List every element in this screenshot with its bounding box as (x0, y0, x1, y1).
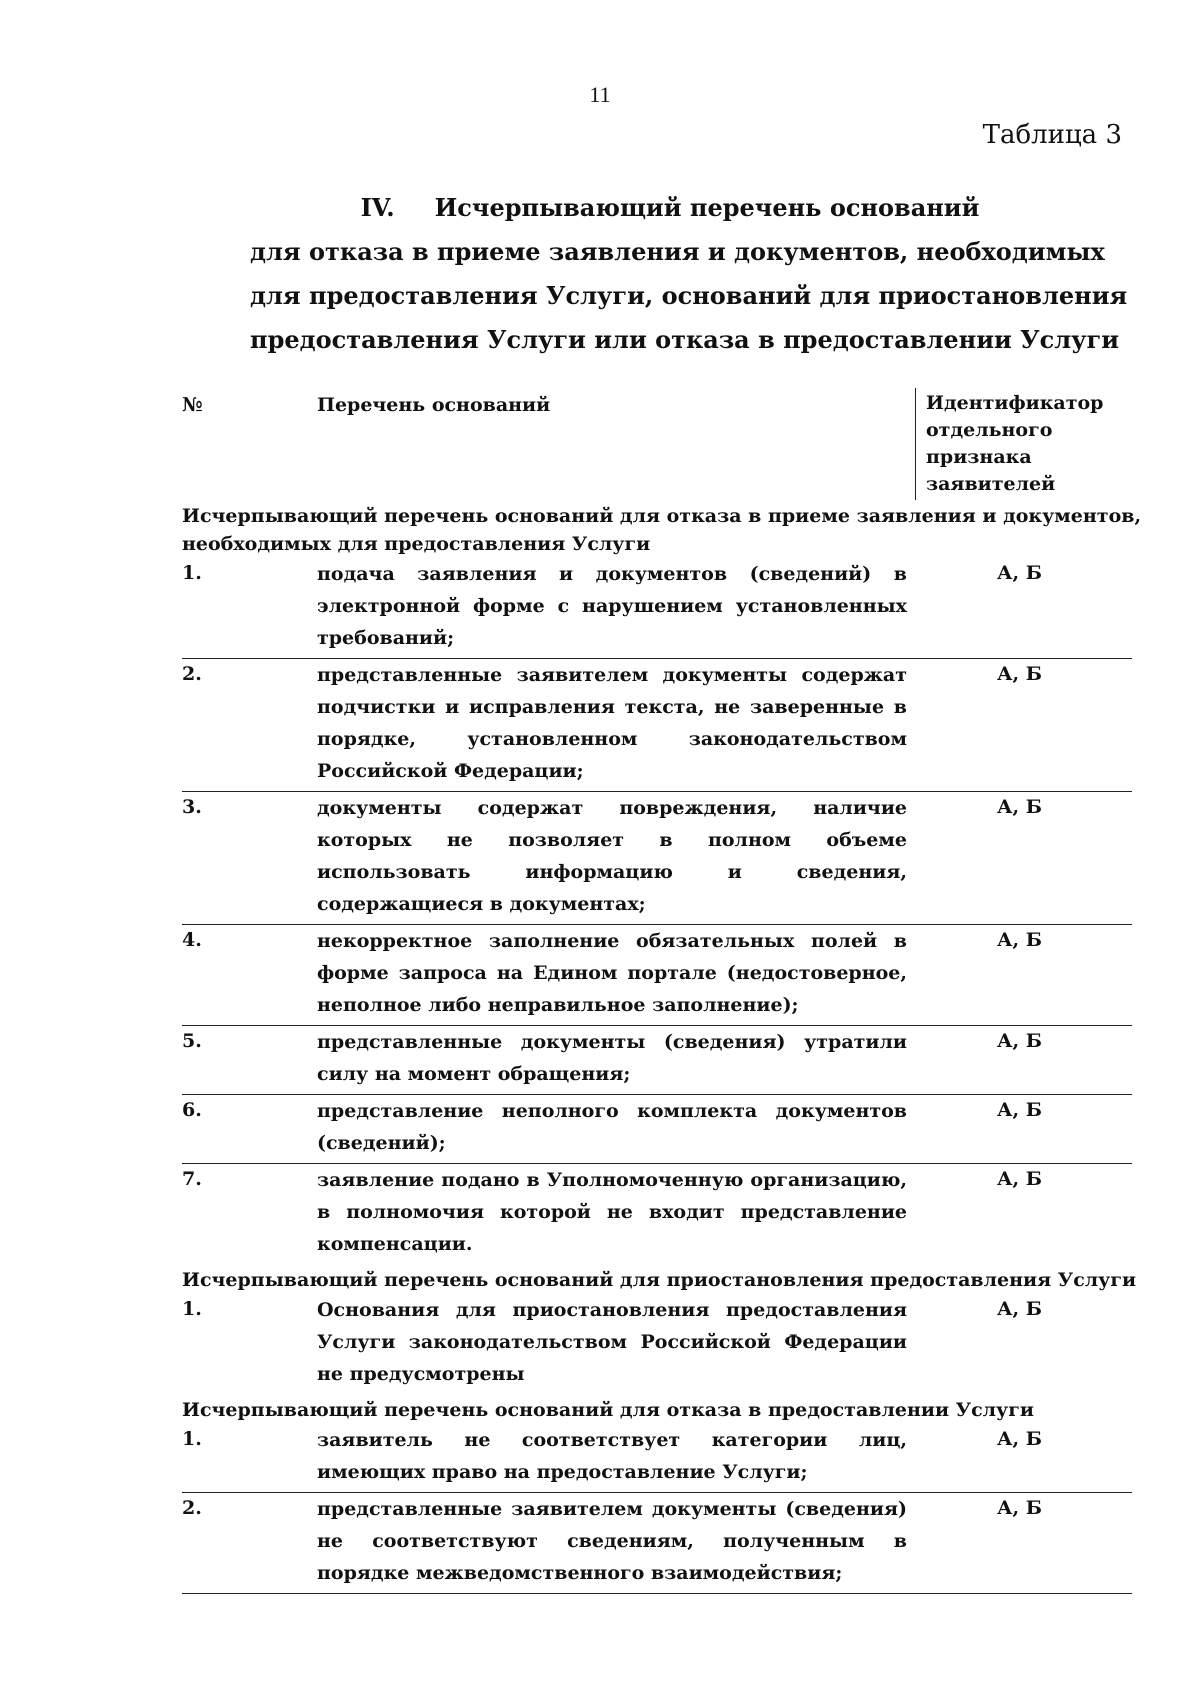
row-text: представленные заявителем документы содержат подчистки и исправления текста, не заверенные в порядке, установленном законодательством Российской Федерации; (317, 664, 907, 782)
row-identifier: А, Б (997, 929, 1042, 951)
row-identifier: А, Б (997, 562, 1042, 584)
table-row (182, 1424, 1132, 1493)
row-identifier: А, Б (997, 1030, 1042, 1052)
table-row (182, 792, 1132, 925)
header-reasons: Перечень оснований (317, 394, 551, 416)
header-identifier: Идентификатор отдельного признака заявителей (915, 388, 1103, 500)
row-identifier: А, Б (997, 1298, 1042, 1320)
row-identifier: А, Б (997, 1497, 1042, 1519)
row-num: 1. (182, 1298, 202, 1320)
row-identifier: А, Б (997, 1428, 1042, 1450)
table-row (182, 1493, 1132, 1594)
row-num: 2. (182, 1497, 202, 1519)
row-text: представленные заявителем документы (сведения) не соответствуют сведениям, полученным в порядке межведомственного взаимодействия; (317, 1498, 907, 1584)
heading-roman-numeral: IV. (360, 193, 395, 222)
row-text: подача заявления и документов (сведений) в электронной форме с нарушением установленных требований; (317, 563, 907, 649)
table-label: Таблица 3 (982, 120, 1122, 150)
header-num: № (182, 394, 203, 416)
row-num: 1. (182, 562, 202, 584)
row-num: 3. (182, 796, 202, 818)
table-row (182, 1164, 1132, 1264)
grounds-table (182, 388, 1142, 1594)
table-row (182, 1095, 1132, 1164)
row-num: 4. (182, 929, 202, 951)
heading-line-2: для отказа в приеме заявления и документов, необходимых (250, 237, 1105, 266)
heading-line-3: для предоставления Услуги, оснований для приостановления (250, 281, 1128, 310)
table-row (182, 558, 1132, 659)
row-text: Основания для приостановления предоставления Услуги законодательством Российской Федерации не предусмотрены (317, 1299, 907, 1385)
row-text: заявитель не соответствует категории лиц, имеющих право на предоставление Услуги; (317, 1429, 907, 1483)
row-num: 7. (182, 1168, 202, 1190)
row-num: 1. (182, 1428, 202, 1450)
table-row (182, 659, 1132, 792)
row-text: представление неполного комплекта документов (сведений); (317, 1100, 907, 1154)
table-row (182, 1294, 1132, 1394)
row-text: заявление подано в Уполномоченную организацию, в полномочия которой не входит представление компенсации. (317, 1169, 907, 1255)
row-text: представленные документы (сведения) утратили силу на момент обращения; (317, 1031, 907, 1085)
row-identifier: А, Б (997, 663, 1042, 685)
section-title-suspension: Исчерпывающий перечень оснований для приостановления предоставления Услуги (182, 1269, 1137, 1291)
heading-line-4: предоставления Услуги или отказа в предоставлении Услуги (250, 325, 1120, 354)
row-text: документы содержат повреждения, наличие которых не позволяет в полном объеме использовать информацию и сведения, содержащиеся в документах; (317, 797, 907, 915)
table-row (182, 1026, 1132, 1095)
row-identifier: А, Б (997, 1168, 1042, 1190)
row-num: 6. (182, 1099, 202, 1121)
table-row (182, 925, 1132, 1026)
row-num: 2. (182, 663, 202, 685)
page-number: 11 (589, 82, 611, 107)
row-identifier: А, Б (997, 796, 1042, 818)
row-num: 5. (182, 1030, 202, 1052)
section-heading (250, 186, 1128, 362)
row-identifier: А, Б (997, 1099, 1042, 1121)
table-header (182, 388, 1132, 500)
section-title-refusal-service: Исчерпывающий перечень оснований для отказа в предоставлении Услуги (182, 1399, 1034, 1421)
row-text: некорректное заполнение обязательных полей в форме запроса на Едином портале (недостоверное, неполное либо неправильное заполнение); (317, 930, 907, 1016)
section-title-refusal-acceptance: Исчерпывающий перечень оснований для отказа в приеме заявления и документов, необходимых для предоставления Услуги (182, 505, 1142, 555)
heading-line-1: IV. Исчерпывающий перечень оснований (250, 186, 1090, 230)
